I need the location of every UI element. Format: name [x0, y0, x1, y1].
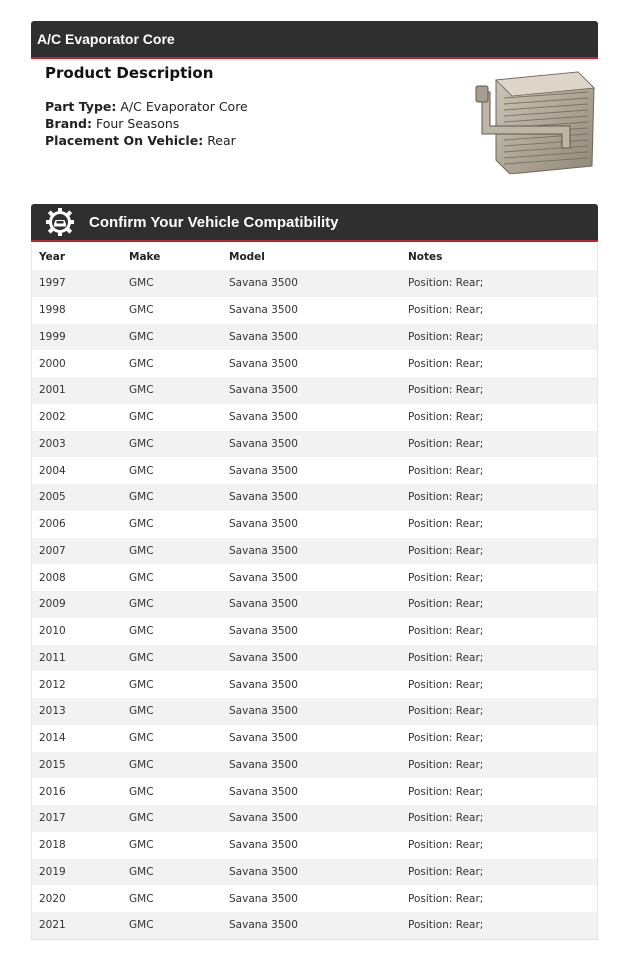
cell-make: GMC	[122, 778, 222, 805]
table-row	[32, 832, 597, 859]
cell-year: 2021	[32, 912, 122, 939]
cell-make: GMC	[122, 270, 222, 297]
cell-year: 2019	[32, 859, 122, 886]
cell-model: Savana 3500	[222, 645, 401, 672]
cell-make: GMC	[122, 297, 222, 324]
column-header-year: Year	[32, 243, 122, 270]
cell-make: GMC	[122, 457, 222, 484]
cell-year: 1999	[32, 324, 122, 351]
cell-year: 2020	[32, 885, 122, 912]
cell-make: GMC	[122, 538, 222, 565]
cell-model: Savana 3500	[222, 404, 401, 431]
cell-model: Savana 3500	[222, 778, 401, 805]
cell-year: 1998	[32, 297, 122, 324]
cell-year: 2004	[32, 457, 122, 484]
cell-model: Savana 3500	[222, 538, 401, 565]
cell-year: 2005	[32, 484, 122, 511]
cell-model: Savana 3500	[222, 725, 401, 752]
cell-make: GMC	[122, 698, 222, 725]
cell-notes: Position: Rear;	[401, 350, 597, 377]
cell-year: 2017	[32, 805, 122, 832]
cell-model: Savana 3500	[222, 671, 401, 698]
cell-notes: Position: Rear;	[401, 538, 597, 565]
cell-model: Savana 3500	[222, 752, 401, 779]
cell-make: GMC	[122, 431, 222, 458]
cell-make: GMC	[122, 832, 222, 859]
description-heading: Product Description	[45, 64, 214, 82]
cell-make: GMC	[122, 752, 222, 779]
cell-make: GMC	[122, 484, 222, 511]
cell-notes: Position: Rear;	[401, 484, 597, 511]
table-header-row	[32, 243, 597, 270]
brand-value: Four Seasons	[95, 116, 180, 131]
cell-make: GMC	[122, 671, 222, 698]
cell-notes: Position: Rear;	[401, 645, 597, 672]
compatibility-bar	[31, 204, 598, 242]
cell-notes: Position: Rear;	[401, 832, 597, 859]
cell-notes: Position: Rear;	[401, 885, 597, 912]
part-type-label: Part Type:	[45, 99, 117, 114]
table-row	[32, 778, 597, 805]
cell-model: Savana 3500	[222, 591, 401, 618]
cell-model: Savana 3500	[222, 297, 401, 324]
column-header-notes: Notes	[401, 243, 597, 270]
cell-make: GMC	[122, 591, 222, 618]
cell-year: 2011	[32, 645, 122, 672]
compatibility-title: Confirm Your Vehicle Compatibility	[89, 213, 339, 231]
gear-car-icon	[45, 207, 75, 237]
table-row	[32, 618, 597, 645]
table-row	[32, 511, 597, 538]
table-row	[32, 484, 597, 511]
cell-model: Savana 3500	[222, 431, 401, 458]
cell-year: 2001	[32, 377, 122, 404]
table-row	[32, 564, 597, 591]
page-title: A/C Evaporator Core	[37, 31, 175, 47]
table-row	[32, 404, 597, 431]
cell-model: Savana 3500	[222, 270, 401, 297]
cell-model: Savana 3500	[222, 618, 401, 645]
table-row	[32, 885, 597, 912]
cell-notes: Position: Rear;	[401, 805, 597, 832]
cell-notes: Position: Rear;	[401, 778, 597, 805]
cell-year: 2014	[32, 725, 122, 752]
compatibility-table	[32, 243, 597, 939]
cell-year: 2018	[32, 832, 122, 859]
cell-year: 1997	[32, 270, 122, 297]
table-row	[32, 671, 597, 698]
cell-model: Savana 3500	[222, 377, 401, 404]
column-header-model: Model	[222, 243, 401, 270]
cell-make: GMC	[122, 324, 222, 351]
table-row	[32, 752, 597, 779]
cell-year: 2010	[32, 618, 122, 645]
cell-model: Savana 3500	[222, 885, 401, 912]
table-row	[32, 698, 597, 725]
cell-notes: Position: Rear;	[401, 511, 597, 538]
cell-notes: Position: Rear;	[401, 431, 597, 458]
placement-label: Placement On Vehicle:	[45, 133, 204, 148]
cell-notes: Position: Rear;	[401, 270, 597, 297]
part-type-line	[45, 98, 445, 115]
table-row	[32, 324, 597, 351]
cell-model: Savana 3500	[222, 324, 401, 351]
table-row	[32, 350, 597, 377]
cell-make: GMC	[122, 645, 222, 672]
cell-make: GMC	[122, 377, 222, 404]
table-row	[32, 270, 597, 297]
cell-notes: Position: Rear;	[401, 297, 597, 324]
cell-make: GMC	[122, 805, 222, 832]
cell-year: 2016	[32, 778, 122, 805]
table-row	[32, 725, 597, 752]
cell-year: 2000	[32, 350, 122, 377]
cell-model: Savana 3500	[222, 457, 401, 484]
cell-notes: Position: Rear;	[401, 564, 597, 591]
cell-make: GMC	[122, 564, 222, 591]
cell-year: 2015	[32, 752, 122, 779]
cell-year: 2007	[32, 538, 122, 565]
cell-make: GMC	[122, 725, 222, 752]
cell-notes: Position: Rear;	[401, 725, 597, 752]
cell-notes: Position: Rear;	[401, 377, 597, 404]
compatibility-table-wrap	[31, 243, 598, 940]
cell-notes: Position: Rear;	[401, 912, 597, 939]
part-type-value: A/C Evaporator Core	[120, 99, 248, 114]
cell-year: 2002	[32, 404, 122, 431]
cell-notes: Position: Rear;	[401, 698, 597, 725]
cell-model: Savana 3500	[222, 350, 401, 377]
evaporator-core-image	[474, 66, 596, 174]
cell-model: Savana 3500	[222, 832, 401, 859]
cell-model: Savana 3500	[222, 912, 401, 939]
column-header-make: Make	[122, 243, 222, 270]
table-row	[32, 297, 597, 324]
cell-make: GMC	[122, 618, 222, 645]
cell-make: GMC	[122, 404, 222, 431]
cell-year: 2012	[32, 671, 122, 698]
cell-year: 2009	[32, 591, 122, 618]
cell-model: Savana 3500	[222, 698, 401, 725]
cell-notes: Position: Rear;	[401, 404, 597, 431]
cell-model: Savana 3500	[222, 859, 401, 886]
cell-notes: Position: Rear;	[401, 324, 597, 351]
cell-make: GMC	[122, 511, 222, 538]
table-row	[32, 538, 597, 565]
title-bar	[31, 21, 598, 59]
table-row	[32, 859, 597, 886]
cell-notes: Position: Rear;	[401, 457, 597, 484]
cell-model: Savana 3500	[222, 511, 401, 538]
cell-notes: Position: Rear;	[401, 591, 597, 618]
cell-model: Savana 3500	[222, 484, 401, 511]
table-row	[32, 457, 597, 484]
cell-model: Savana 3500	[222, 564, 401, 591]
cell-year: 2008	[32, 564, 122, 591]
cell-make: GMC	[122, 885, 222, 912]
product-description	[45, 64, 445, 149]
table-row	[32, 912, 597, 939]
cell-model: Savana 3500	[222, 805, 401, 832]
cell-year: 2006	[32, 511, 122, 538]
placement-value: Rear	[207, 133, 236, 148]
cell-notes: Position: Rear;	[401, 859, 597, 886]
cell-year: 2003	[32, 431, 122, 458]
cell-notes: Position: Rear;	[401, 752, 597, 779]
table-row	[32, 805, 597, 832]
brand-label: Brand:	[45, 116, 92, 131]
placement-line	[45, 132, 445, 149]
table-row	[32, 377, 597, 404]
brand-line	[45, 115, 445, 132]
cell-make: GMC	[122, 859, 222, 886]
cell-notes: Position: Rear;	[401, 618, 597, 645]
table-row	[32, 431, 597, 458]
cell-make: GMC	[122, 912, 222, 939]
table-row	[32, 591, 597, 618]
cell-notes: Position: Rear;	[401, 671, 597, 698]
cell-make: GMC	[122, 350, 222, 377]
table-row	[32, 645, 597, 672]
cell-year: 2013	[32, 698, 122, 725]
